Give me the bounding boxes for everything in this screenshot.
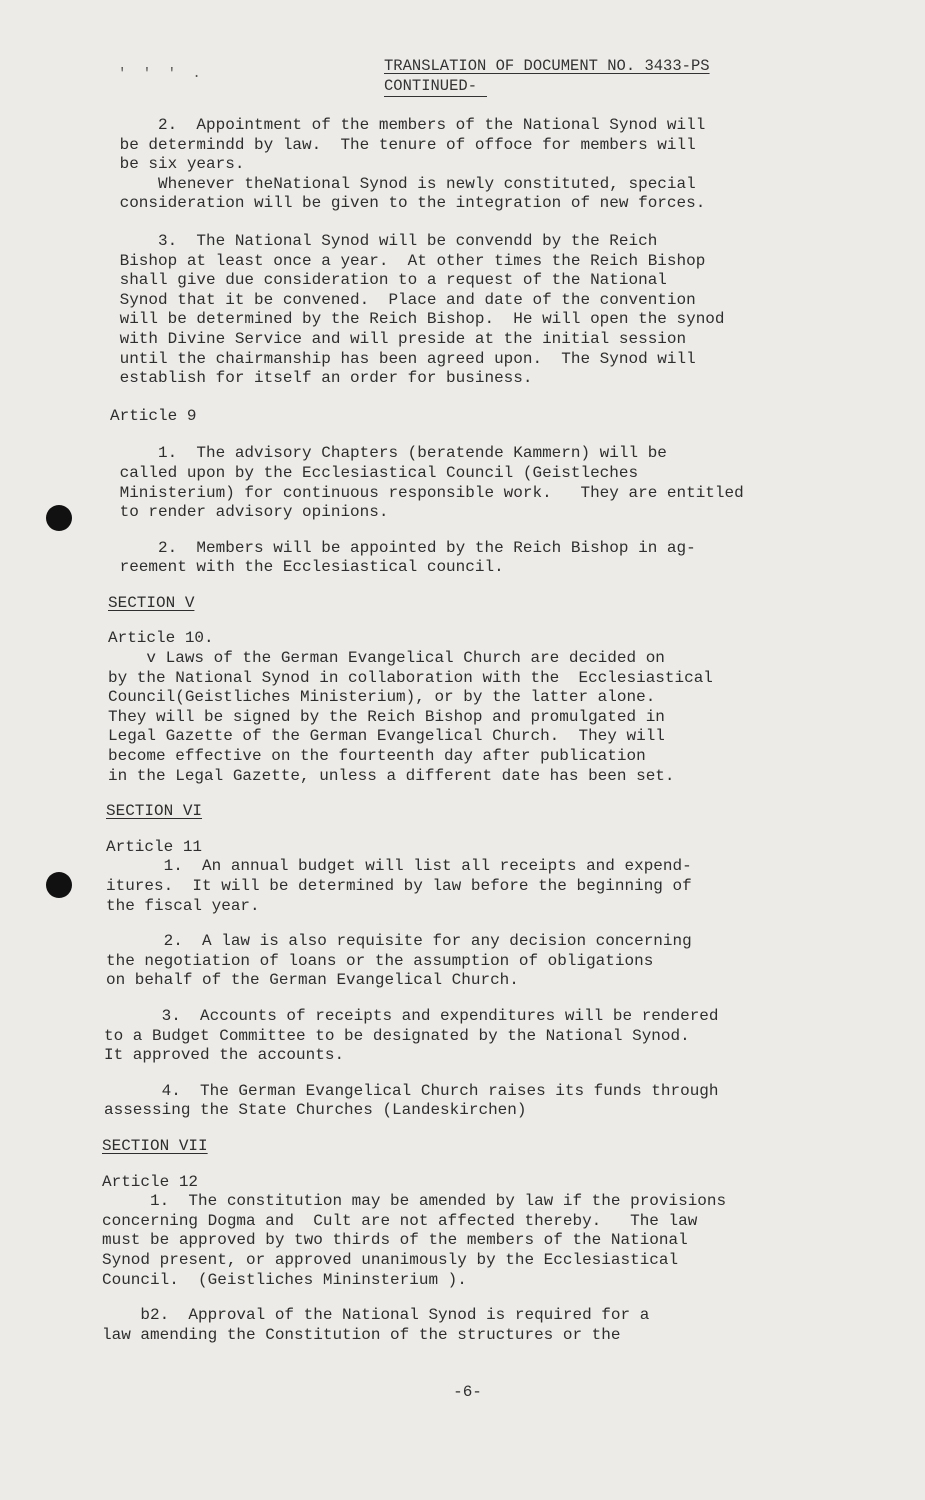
section-vii-heading: SECTION VII [102,1136,208,1155]
paragraph-article11-2: 2. A law is also requisite for any decision concerning the negotiation of loans or the assumption of obligations on behalf of the German Evangelical Church. [106,932,692,990]
paragraph-article9-1: 1. The advisory Chapters (beratende Kammern) will be called upon by the Ecclesiastical Council (Geistleches Ministerium) for continuous responsible work. They are entitled to render advisory opinions. [119,444,744,522]
article-9-heading: Article 9 [110,406,197,425]
article-10-text: Article 10. v Laws of the German Evangelical Church are decided on by the National Synod in collaboration with the Ecclesiastical Council(Geistliches Ministerium), or by the latter alone. They will be signed by the Reich Bishop and promulgated in Legal Gazette of the German Evangelical Church. They will become effective on the fourteenth day after publication in the Legal Gazette, unless a different date has been set. [108,629,713,785]
document-header [384,56,710,97]
article-11-text: Article 11 1. An annual budget will list all receipts and expend- itures. It will be determined by law before the beginning of the fiscal year. [106,837,692,915]
paragraph-article8-2: 2. Appointment of the members of the National Synod will be determindd by law. The tenure of offoce for members will be six years. Whenever theNational Synod is newly constituted, special consideration will be given to the integration of new forces. [119,116,706,213]
paragraph-article9-2: 2. Members will be appointed by the Reich Bishop in ag- reement with the Ecclesiastical council. [119,538,696,577]
section-v-heading: SECTION V [108,593,195,612]
section-vi-heading: SECTION VI [106,802,203,821]
paragraph-article11-4: 4. The German Evangelical Church raises its funds through assessing the State Churches (Landeskirchen) [104,1081,719,1120]
article-12-text: Article 12 1. The constitution may be amended by law if the provisions concerning Dogma and Cult are not affected thereby. The law must be approved by two thirds of the members of the National Synod present, or approved unanimously by the Ecclesiastical Council. (Geistliches Mininsterium ). [102,1172,727,1289]
paragraph-article12-2: b2. Approval of the National Synod is required for a law amending the Constitution of the structures or the [102,1306,650,1344]
translation-title: TRANSLATION OF DOCUMENT NO. 3433-PS [384,57,710,75]
page-number: -6- [453,1383,482,1401]
continued-label: CONTINUED- [384,76,487,97]
corner-mark: ' ' ' . [118,66,205,82]
document-body [0,116,925,1345]
paragraph-article11-3: 3. Accounts of receipts and expenditures will be rendered to a Budget Committee to be designated by the National Synod. It approved the accounts. [104,1006,719,1065]
paragraph-article8-3: 3. The National Synod will be convendd by the Reich Bishop at least once a year. At other times the Reich Bishop shall give due consideration to a request of the National Synod that it be convened. Place and date of the convention will be determined by the Reich Bishop. He will open the synod with Divine Service and will preside at the initial session until the chairmanship has been agreed upon. The Synod will establish for itself an order for business. [119,231,725,388]
